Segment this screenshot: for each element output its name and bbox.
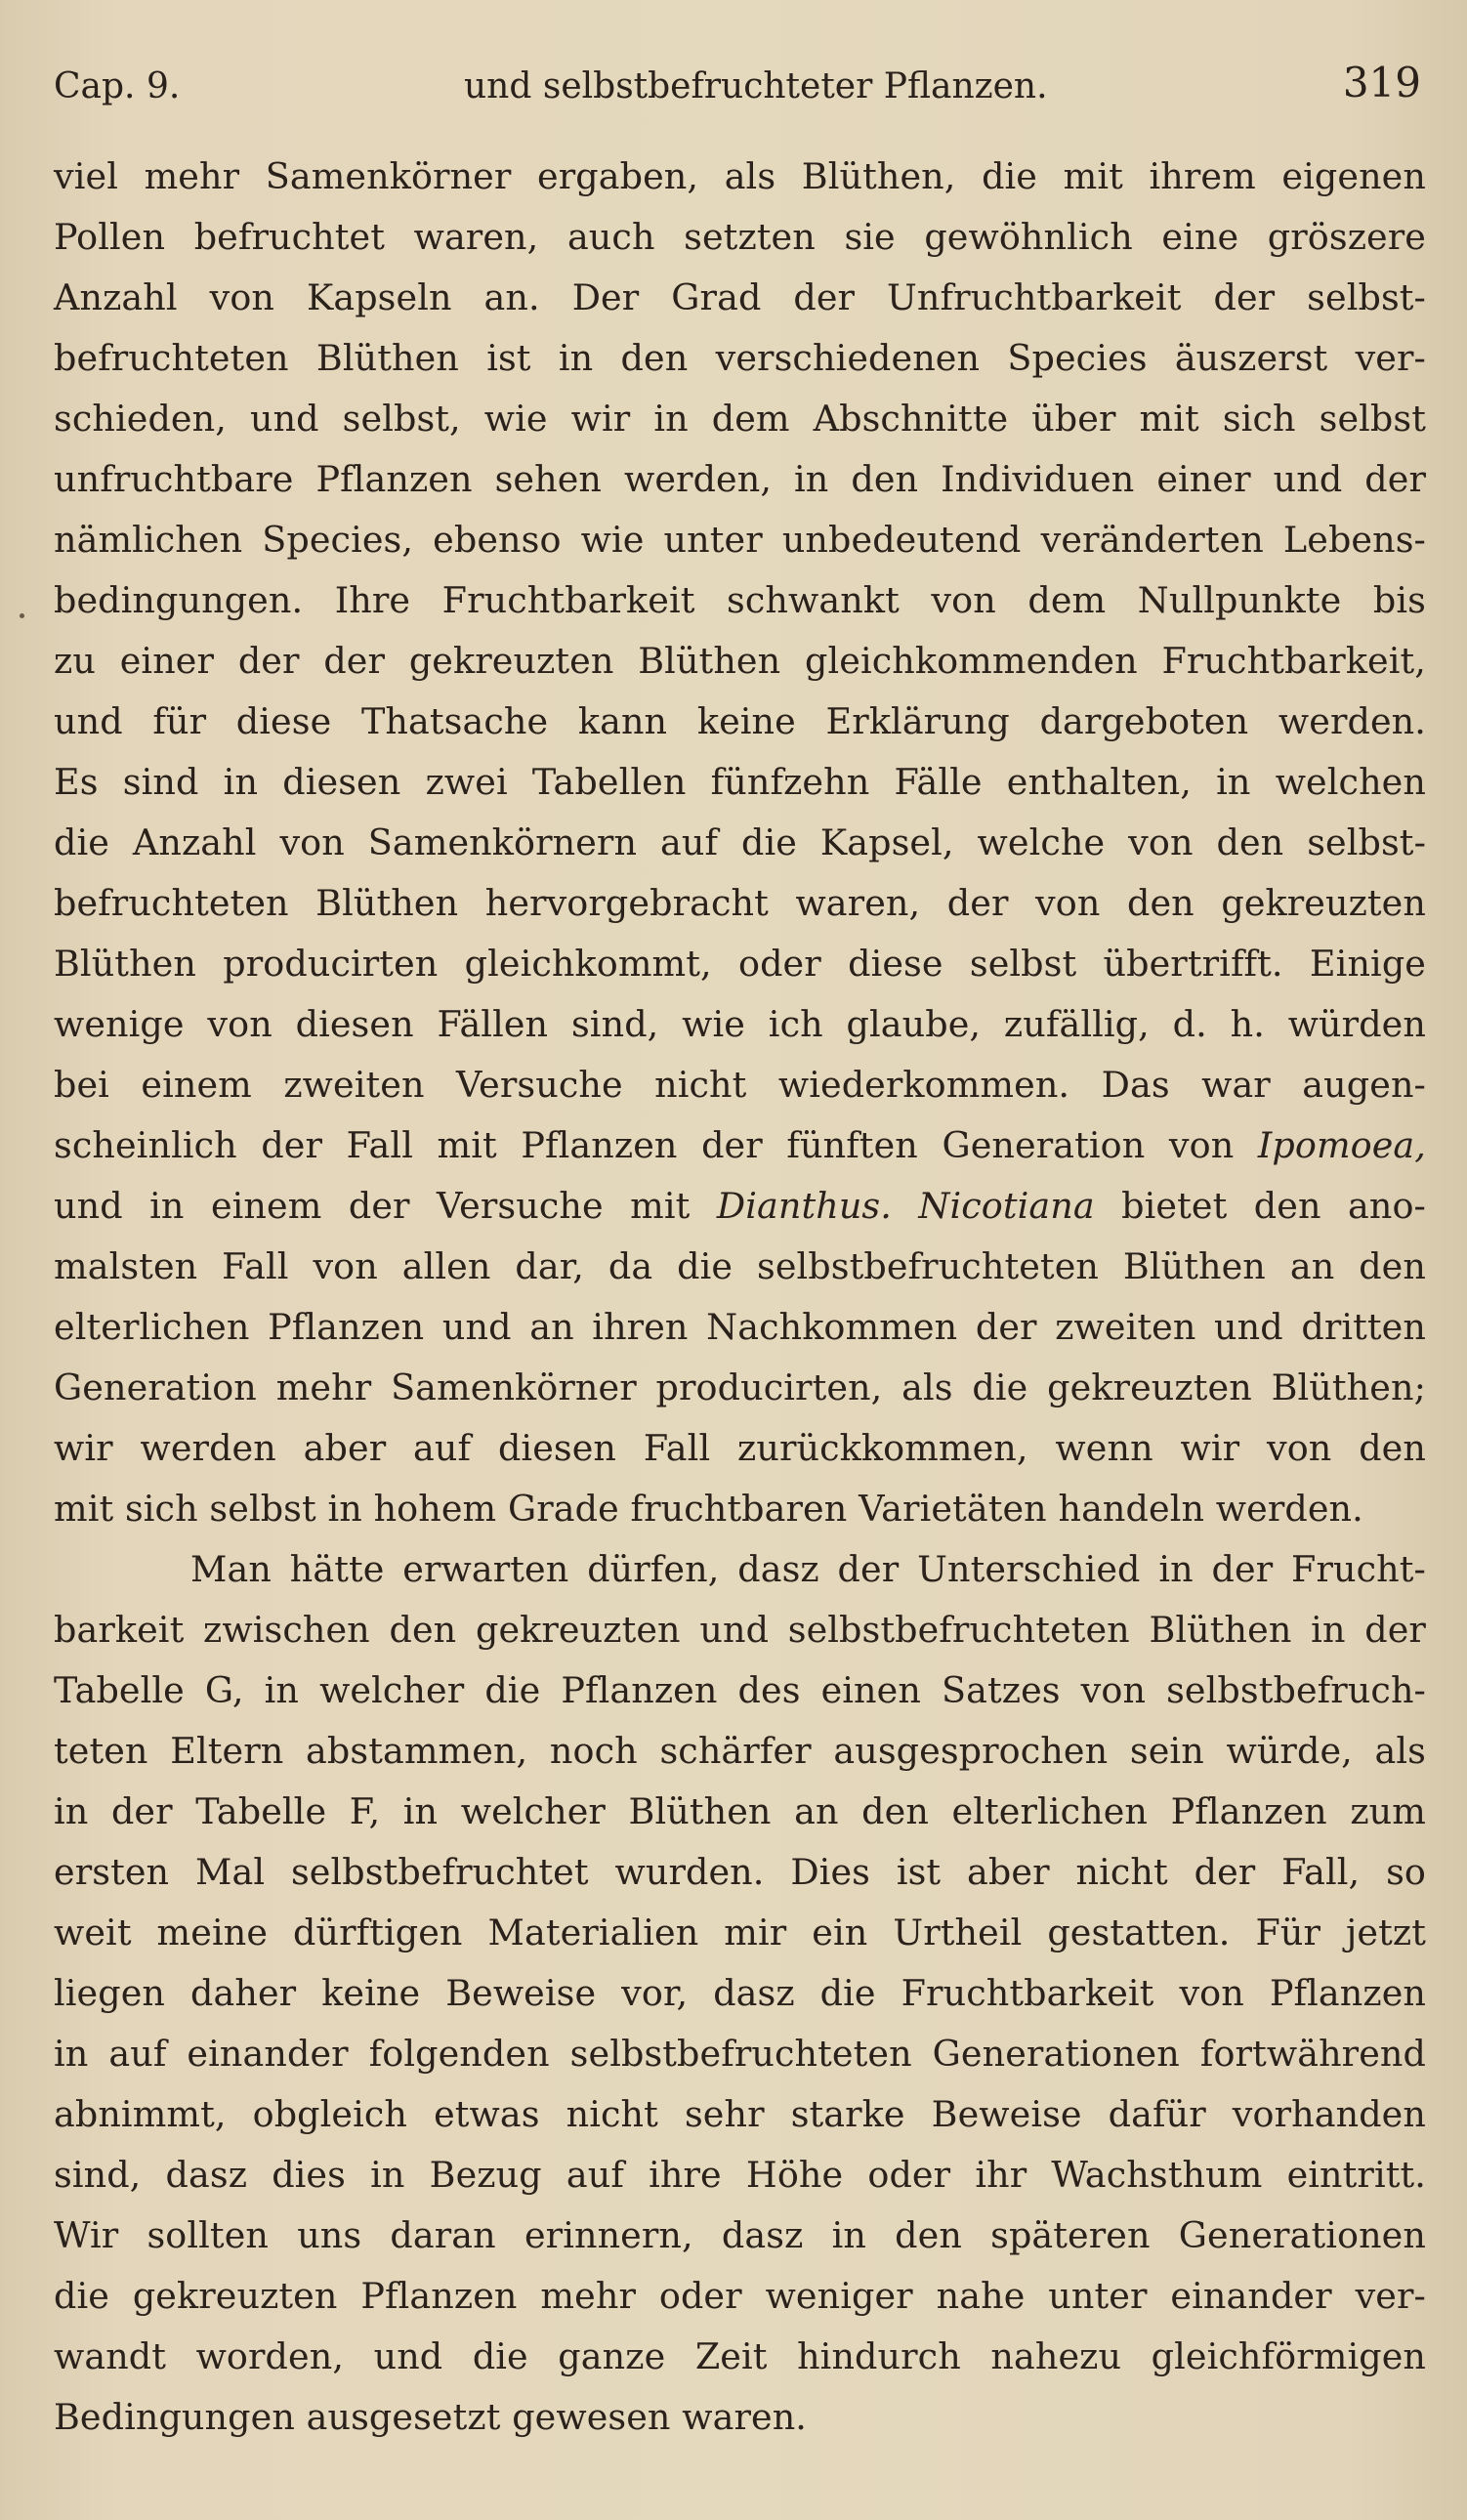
line-text: ersten Mal selbstbefruchtet wurden. Dies ist aber nicht der Fall, so (54, 1851, 1426, 1893)
text-line (54, 1115, 1426, 1176)
text-line (54, 389, 1426, 449)
text-line (54, 570, 1426, 631)
line-text: bedingungen. Ihre Fruchtbarkeit schwankt von dem Nullpunkte bis (54, 579, 1426, 621)
text-line (54, 934, 1426, 994)
body-text (54, 147, 1426, 2448)
line-text: nämlichen Species, ebenso wie unter unbedeutend veränderten Lebens- (54, 519, 1426, 561)
text-line (54, 2205, 1426, 2266)
line-text: scheinlich der Fall mit Pflanzen der fünften Generation von (54, 1124, 1258, 1166)
text-line (54, 994, 1426, 1055)
line-text: wenige von diesen Fällen sind, wie ich glaube, zufällig, d. h. würden (54, 1003, 1426, 1045)
line-text: abnimmt, obgleich etwas nicht sehr starke Beweise dafür vorhanden (54, 2093, 1426, 2135)
line-text: befruchteten Blüthen hervorgebracht waren, der von den gekreuzten (54, 882, 1426, 924)
text-line (54, 2387, 1426, 2448)
text-line (54, 752, 1426, 813)
line-text: wir werden aber auf diesen Fall zurückkommen, wenn wir von den (54, 1427, 1426, 1469)
text-line (54, 1176, 1426, 1237)
italic-taxon-name: Nicotiana (918, 1185, 1095, 1227)
text-line (54, 2266, 1426, 2327)
text-line (54, 1963, 1426, 2024)
line-text: Generation mehr Samenkörner producirten, als die gekreuzten Blüthen; (54, 1366, 1426, 1408)
line-text: und in einem der Versuche mit (54, 1185, 717, 1227)
line-text: viel mehr Samenkörner ergaben, als Blüthen, die mit ihrem eigenen (54, 155, 1426, 197)
line-text: liegen daher keine Beweise vor, dasz die Fruchtbarkeit von Pflanzen (54, 1972, 1426, 2014)
text-line (54, 2024, 1426, 2084)
text-line (54, 1055, 1426, 1115)
text-line (54, 813, 1426, 873)
running-head (54, 59, 1421, 117)
line-text: Tabelle G, in welcher die Pflanzen des einen Satzes von selbstbefruch- (54, 1669, 1426, 1711)
line-text: weit meine dürftigen Materialien mir ein Urtheil gestatten. Für jetzt (54, 1911, 1426, 1953)
text-line (54, 873, 1426, 934)
italic-taxon-name: Ipomoea, (1257, 1124, 1426, 1166)
text-line (54, 1539, 1426, 1600)
line-text: befruchteten Blüthen ist in den verschiedenen Species äuszerst ver- (54, 337, 1426, 379)
line-text: mit sich selbst in hohem Grade fruchtbaren Varietäten handeln werden. (54, 1488, 1363, 1530)
line-text: in der Tabelle F, in welcher Blüthen an den elterlichen Pflanzen zum (54, 1790, 1426, 1832)
text-line (54, 692, 1426, 752)
running-title: und selbstbefruchteter Pflanzen. (464, 66, 1048, 106)
text-line (54, 1721, 1426, 1782)
line-text: und für diese Thatsache kann keine Erklärung dargeboten werden. (54, 700, 1426, 742)
line-text: Pollen befruchtet waren, auch setzten sie gewöhnlich eine gröszere (54, 216, 1426, 258)
line-text: Man hätte erwarten dürfen, dasz der Unterschied in der Frucht- (190, 1548, 1426, 1590)
line-text: Anzahl von Kapseln an. Der Grad der Unfruchtbarkeit der selbst- (54, 276, 1426, 318)
line-text: schieden, und selbst, wie wir in dem Abschnitte über mit sich selbst (54, 398, 1426, 440)
text-line (54, 510, 1426, 570)
text-line (54, 1297, 1426, 1358)
line-text: Es sind in diesen zwei Tabellen fünfzehn Fälle enthalten, in welchen (54, 761, 1426, 803)
text-line (54, 147, 1426, 207)
text-line (54, 1782, 1426, 1842)
line-text: zu einer der der gekreuzten Blüthen gleichkommenden Fruchtbarkeit, (54, 640, 1426, 682)
line-text: elterlichen Pflanzen und an ihren Nachkommen der zweiten und dritten (54, 1306, 1426, 1348)
text-line (54, 1237, 1426, 1297)
italic-taxon-name: Dianthus. (716, 1185, 892, 1227)
line-text: sind, dasz dies in Bezug auf ihre Höhe oder ihr Wachsthum eintritt. (54, 2154, 1426, 2196)
text-line (54, 449, 1426, 510)
line-text: wandt worden, und die ganze Zeit hindurch nahezu gleichförmigen (54, 2335, 1426, 2377)
text-line (54, 1600, 1426, 1660)
line-text: die gekreuzten Pflanzen mehr oder weniger nahe unter einander ver- (54, 2275, 1426, 2317)
text-line (54, 207, 1426, 268)
margin-mark (20, 613, 24, 618)
chapter-label: Cap. 9. (54, 66, 181, 106)
text-line (54, 1842, 1426, 1903)
line-text: Blüthen producirten gleichkommt, oder diese selbst übertrifft. Einige (54, 943, 1426, 985)
line-text: unfruchtbare Pflanzen sehen werden, in den Individuen einer und der (54, 458, 1426, 500)
text-line (54, 1479, 1426, 1539)
text-line (54, 2084, 1426, 2145)
text-line (54, 631, 1426, 692)
line-text: bietet den ano- (1094, 1185, 1426, 1227)
line-text: Bedingungen ausgesetzt gewesen waren. (54, 2396, 808, 2438)
line-text: Wir sollten uns daran erinnern, dasz in den späteren Generationen (54, 2214, 1426, 2256)
line-text: teten Eltern abstammen, noch schärfer ausgesprochen sein würde, als (54, 1730, 1426, 1772)
text-line (54, 1358, 1426, 1418)
page-number: 319 (1342, 59, 1421, 106)
text-line (54, 2145, 1426, 2205)
line-text: in auf einander folgenden selbstbefruchteten Generationen fortwährend (54, 2033, 1426, 2075)
line-text: barkeit zwischen den gekreuzten und selbstbefruchteten Blüthen in der (54, 1609, 1426, 1651)
text-line (54, 1418, 1426, 1479)
line-text: die Anzahl von Samenkörnern auf die Kapsel, welche von den selbst- (54, 821, 1426, 863)
text-line (54, 268, 1426, 328)
line-text (892, 1185, 918, 1227)
line-text: bei einem zweiten Versuche nicht wiederkommen. Das war augen- (54, 1064, 1426, 1106)
text-line (54, 1903, 1426, 1963)
text-line (54, 1660, 1426, 1721)
text-line (54, 328, 1426, 389)
text-line (54, 2327, 1426, 2387)
line-text: malsten Fall von allen dar, da die selbstbefruchteten Blüthen an den (54, 1245, 1426, 1287)
